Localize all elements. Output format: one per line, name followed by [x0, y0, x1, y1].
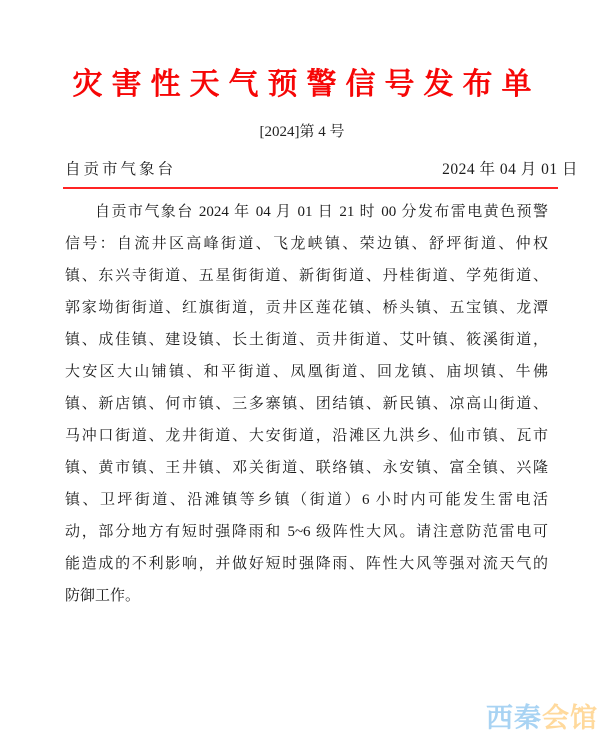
- notice-body: [0, 196, 548, 612]
- body-line: 大安区大山铺镇、和平街道、凤凰街道、回龙镇、庙坝镇、牛佛: [65, 364, 548, 380]
- issue-date: 2024 年 04 月 01 日: [442, 161, 578, 178]
- body-line: 动，部分地方有短时强降雨和 5~6 级阵性大风。请注意防范雷电可: [65, 524, 548, 540]
- body-line: 镇、成佳镇、建设镇、长土街道、贡井街道、艾叶镇、筱溪街道，: [65, 332, 548, 348]
- body-line: 能造成的不利影响，并做好短时强降雨、阵性大风等强对流天气的: [65, 556, 548, 572]
- watermark-text-blue: 西秦: [486, 703, 542, 733]
- body-line: 郭家坳街街道、红旗街道，贡井区莲花镇、桥头镇、五宝镇、龙潭: [65, 300, 548, 316]
- body-line: 马冲口街道、龙井街道、大安街道，沿滩区九洪乡、仙市镇、瓦市: [65, 428, 548, 444]
- body-line: 自贡市气象台 2024 年 04 月 01 日 21 时 00 分发布雷电黄色预警: [95, 204, 548, 220]
- watermark-text-orange: 会馆: [542, 703, 598, 733]
- meta-row: [0, 160, 604, 180]
- header-divider-rule: [63, 187, 558, 189]
- site-watermark: [486, 703, 598, 733]
- body-line: 镇、新店镇、何市镇、三多寨镇、团结镇、新民镇、凉高山街道、: [65, 396, 548, 412]
- document-number: [2024]第 4 号: [259, 124, 345, 140]
- body-line: 镇、黄市镇、王井镇、邓关街道、联络镇、永安镇、富全镇、兴隆: [65, 460, 548, 476]
- issuing-agency: 自贡市气象台: [65, 161, 177, 178]
- body-line: 镇、卫坪街道、沿滩镇等乡镇（街道）6 小时内可能发生雷电活: [65, 492, 548, 508]
- body-line: 防御工作。: [65, 588, 141, 604]
- body-line: 信号：自流井区高峰街道、飞龙峡镇、荣边镇、舒坪街道、仲权: [65, 236, 548, 252]
- body-line: 镇、东兴寺街道、五星街街道、新街街道、丹桂街道、学苑街道、: [65, 268, 548, 284]
- page-title: 灾害性天气预警信号发布单: [72, 68, 541, 101]
